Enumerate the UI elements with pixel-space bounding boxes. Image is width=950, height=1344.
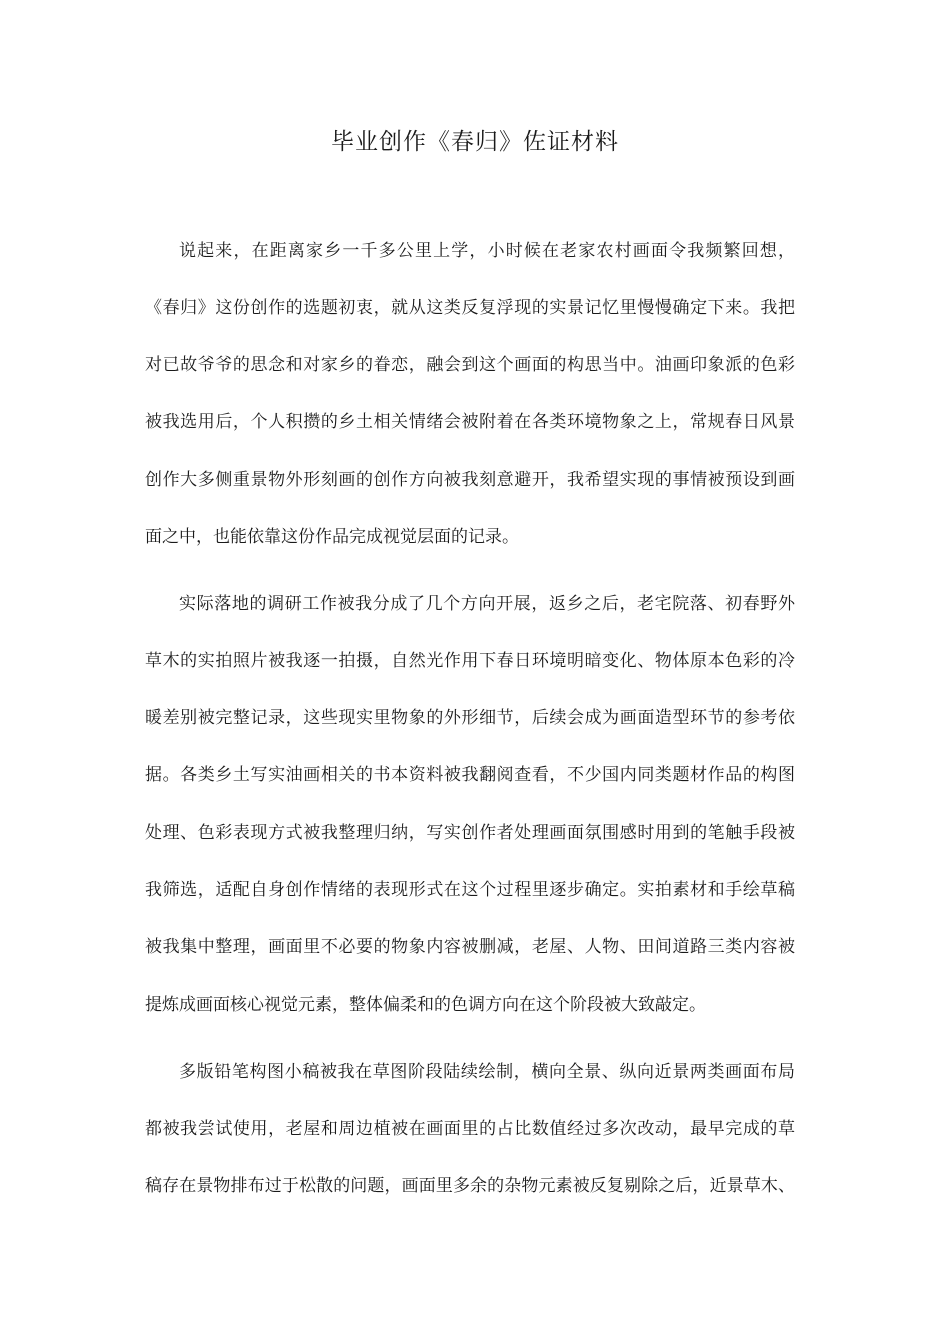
paragraph-2-line-6: 我筛选，适配自身创作情绪的表现形式在这个过程里逐步确定。实拍素材和手绘草稿 xyxy=(145,880,795,900)
paragraph-1-line-1: 说起来，在距离家乡一千多公里上学，小时候在老家农村画面令我频繁回想， xyxy=(179,241,795,261)
paragraph-2-line-2: 草木的实拍照片被我逐一拍摄，自然光作用下春日环境明暗变化、物体原本色彩的冷 xyxy=(145,651,795,671)
paragraph-2-line-8: 提炼成画面核心视觉元素，整体偏柔和的色调方向在这个阶段被大致敲定。 xyxy=(145,995,706,1015)
paragraph-2-line-5: 处理、色彩表现方式被我整理归纳，写实创作者处理画面氛围感时用到的笔触手段被 xyxy=(145,823,795,843)
paragraph-1-line-2: 《春归》这份创作的选题初衷，就从这类反复浮现的实景记忆里慢慢确定下来。我把 xyxy=(145,298,795,318)
paragraph-1-line-4: 被我选用后，个人积攒的乡土相关情绪会被附着在各类环境物象之上，常规春日风景 xyxy=(145,412,795,432)
paragraph-1-line-5: 创作大多侧重景物外形刻画的创作方向被我刻意避开，我希望实现的事情被预设到画 xyxy=(145,470,795,490)
paragraph-1-line-3: 对已故爷爷的思念和对家乡的眷恋，融会到这个画面的构思当中。油画印象派的色彩 xyxy=(145,355,795,375)
paragraph-3-line-2: 都被我尝试使用，老屋和周边植被在画面里的占比数值经过多次改动，最早完成的草 xyxy=(145,1119,795,1139)
paragraph-2-line-4: 据。各类乡土写实油画相关的书本资料被我翻阅查看，不少国内同类题材作品的构图 xyxy=(145,765,795,785)
paragraph-1-line-6: 面之中，也能依靠这份作品完成视觉层面的记录。 xyxy=(145,527,519,547)
paragraph-2-line-3: 暖差别被完整记录，这些现实里物象的外形细节，后续会成为画面造型环节的参考依 xyxy=(145,708,795,728)
paragraph-3-line-1: 多版铅笔构图小稿被我在草图阶段陆续绘制，横向全景、纵向近景两类画面布局 xyxy=(179,1062,795,1082)
paragraph-3-line-3: 稿存在景物排布过于松散的问题，画面里多余的杂物元素被反复剔除之后，近景草木、 xyxy=(145,1176,795,1196)
document-title: 毕业创作《春归》佐证材料 xyxy=(331,129,619,155)
paragraph-2-line-1: 实际落地的调研工作被我分成了几个方向开展，返乡之后，老宅院落、初春野外 xyxy=(179,594,795,614)
paragraph-2-line-7: 被我集中整理，画面里不必要的物象内容被删减，老屋、人物、田间道路三类内容被 xyxy=(145,937,795,957)
